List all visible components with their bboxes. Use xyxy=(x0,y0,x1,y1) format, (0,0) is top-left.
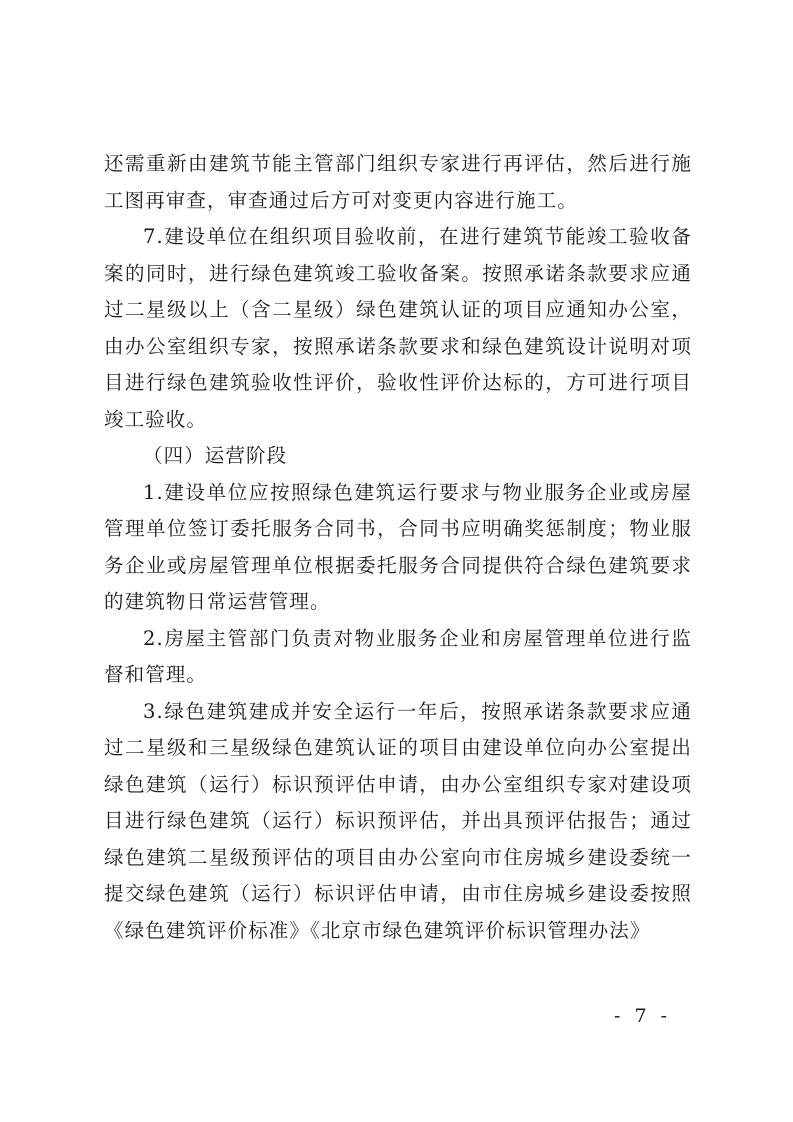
paragraph-item-1: 1.建设单位应按照绿色建筑运行要求与物业服务企业或房屋管理单位签订委托服务合同书，合同书应明确奖惩制度；物业服务企业或房屋管理单位根据委托服务合同提供符合绿色建筑要求的建筑物日常运营管理。 xyxy=(104,480,692,613)
section-heading-operation-stage: （四）运营阶段 xyxy=(143,444,288,467)
paragraph-item-2: 2.房屋主管部门负责对物业服务企业和房屋管理单位进行监督和管理。 xyxy=(104,626,692,686)
paragraph-item-3: 3.绿色建筑建成并安全运行一年后，按照承诺条款要求应通过二星级和三星级绿色建筑认证的项目由建设单位向办公室提出绿色建筑（运行）标识预评估申请，由办公室组织专家对建设项目进行绿色建筑（运行）标识预评估，并出具预评估报告；通过绿色建筑二星级预评估的项目由办公室向市住房城乡建设委统一提交绿色建筑（运行）标识评估申请，由市住房城乡建设委按照《绿色建筑评价标准》《北京市绿色建筑评价标识管理办法》 xyxy=(104,699,692,942)
page-number: - 7 - xyxy=(614,1005,672,1027)
paragraph-item-7: 7.建设单位在组织项目验收前，在进行建筑节能竣工验收备案的同时，进行绿色建筑竣工验收备案。按照承诺条款要求应通过二星级以上（含二星级）绿色建筑认证的项目应通知办公室，由办公室组织专家，按照承诺条款要求和绿色建筑设计说明对项目进行绿色建筑验收性评价，验收性评价达标的，方可进行项目竣工验收。 xyxy=(104,225,692,431)
body-text xyxy=(104,146,692,949)
paragraph-continuation: 还需重新由建筑节能主管部门组织专家进行再评估，然后进行施工图再审查，审查通过后方可对变更内容进行施工。 xyxy=(104,152,692,212)
